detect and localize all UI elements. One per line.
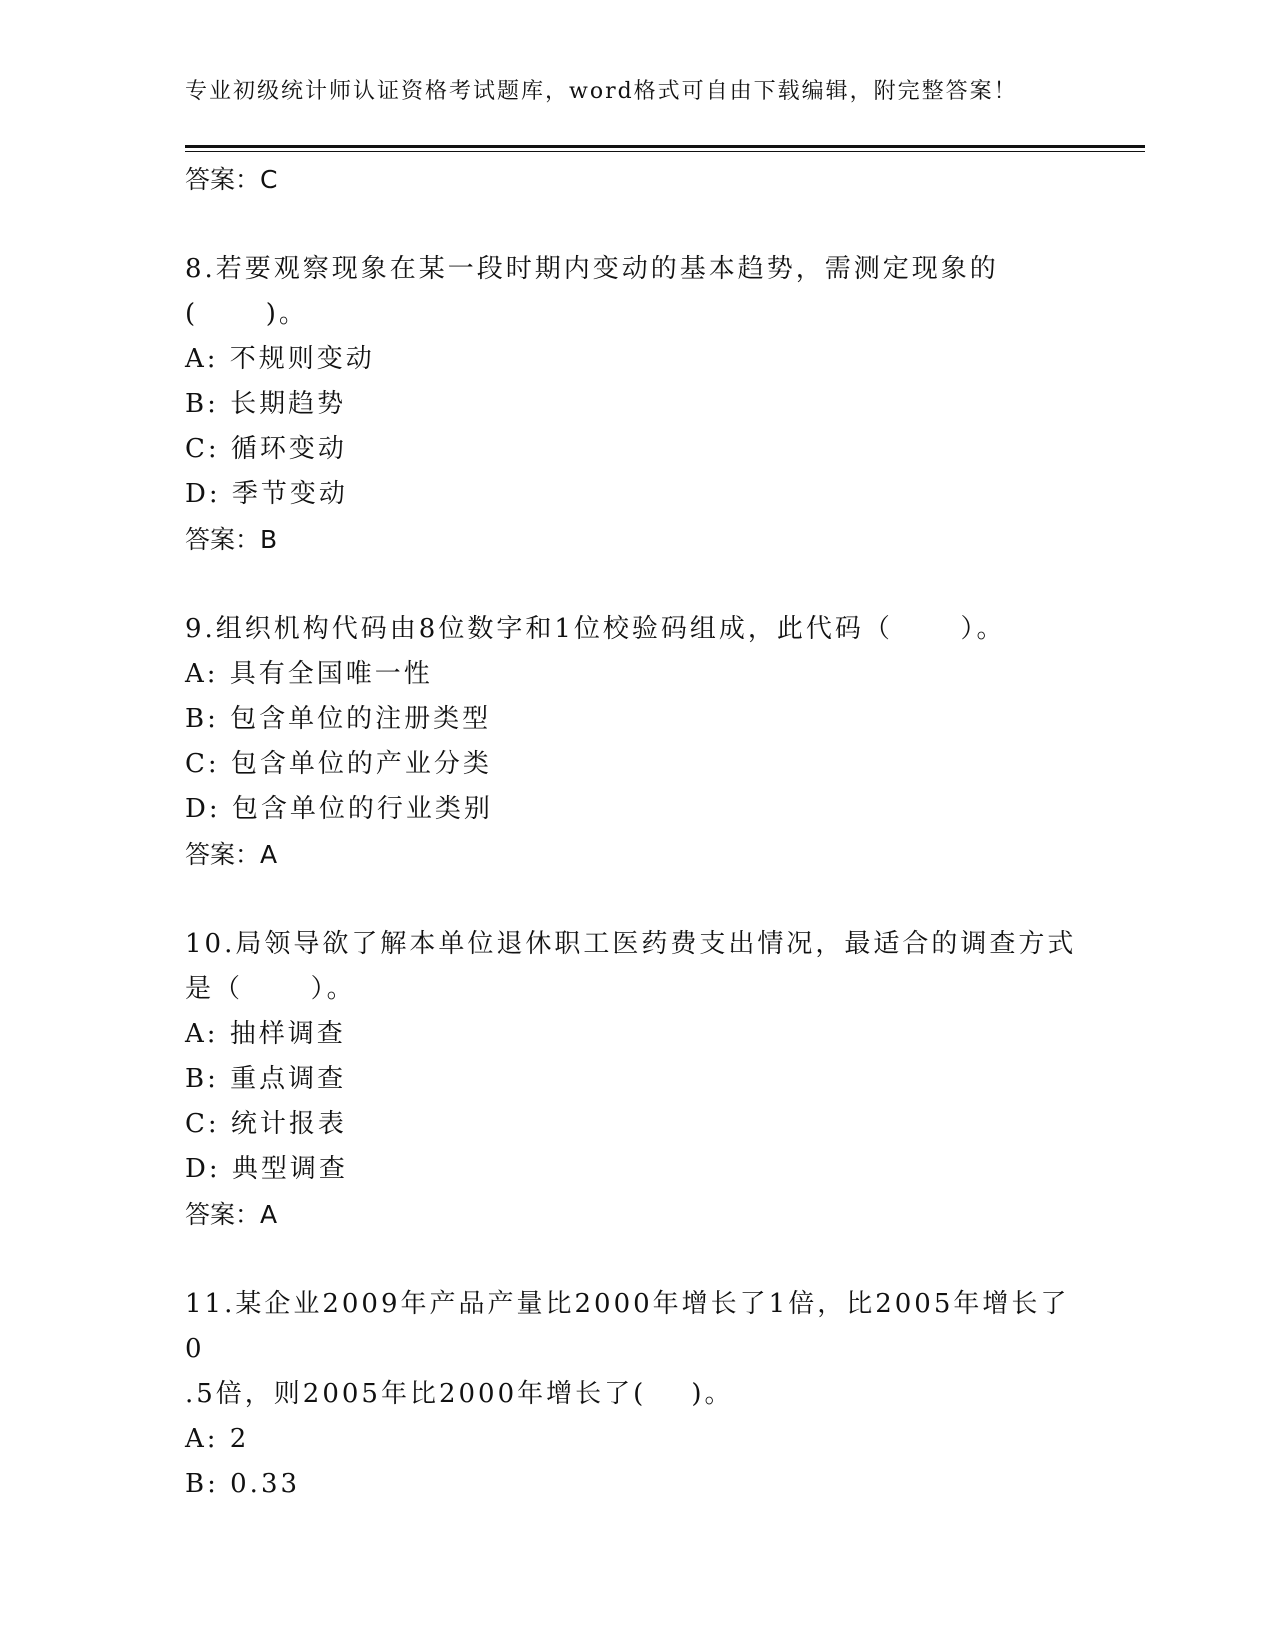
option-c: C: 统计报表 [185, 1109, 347, 1139]
question-8 [185, 247, 1085, 562]
question-text: 10.局领导欲了解本单位退休职工医药费支出情况，最适合的调查方式 [185, 929, 1077, 959]
previous-answer: 答案：C [185, 165, 278, 194]
option-d: D: 包含单位的行业类别 [185, 794, 493, 824]
question-text: 8.若要观察现象在某一段时期内变动的基本趋势，需测定现象的 [185, 254, 999, 284]
question-text-continued: 是（ ）。 [185, 974, 356, 1004]
question-11 [185, 1282, 1085, 1507]
option-b: B: 重点调查 [185, 1064, 347, 1094]
answer: 答案：A [185, 840, 278, 869]
option-a: A: 2 [185, 1424, 250, 1454]
question-9 [185, 607, 1085, 877]
question-text-continued: ( )。 [185, 299, 308, 329]
option-c: C: 包含单位的产业分类 [185, 749, 492, 779]
option-d: D: 典型调查 [185, 1154, 348, 1184]
header-rule-thin [185, 151, 1145, 152]
question-list [185, 157, 1085, 1507]
answer: 答案：B [185, 525, 278, 554]
option-c: C: 循环变动 [185, 434, 347, 464]
page-header: 专业初级统计师认证资格考试题库，word格式可自由下载编辑，附完整答案！ [185, 79, 1018, 104]
answer: 答案：A [185, 1200, 278, 1229]
option-d: D: 季节变动 [185, 479, 348, 509]
option-a: A: 抽样调查 [185, 1019, 346, 1049]
option-a: A: 具有全国唯一性 [185, 659, 433, 689]
option-b: B: 包含单位的注册类型 [185, 704, 492, 734]
question-text: 11.某企业2009年产品产量比2000年增长了1倍，比2005年增长了0 [185, 1289, 1070, 1364]
option-a: A: 不规则变动 [185, 344, 375, 374]
question-text-continued: .5倍，则2005年比2000年增长了( )。 [185, 1379, 734, 1409]
option-b: B: 长期趋势 [185, 389, 347, 419]
question-10 [185, 922, 1085, 1237]
header-rule-thick [185, 145, 1145, 148]
option-b: B: 0.33 [185, 1469, 301, 1499]
question-text: 9.组织机构代码由8位数字和1位校验码组成，此代码（ ）。 [185, 614, 1006, 644]
